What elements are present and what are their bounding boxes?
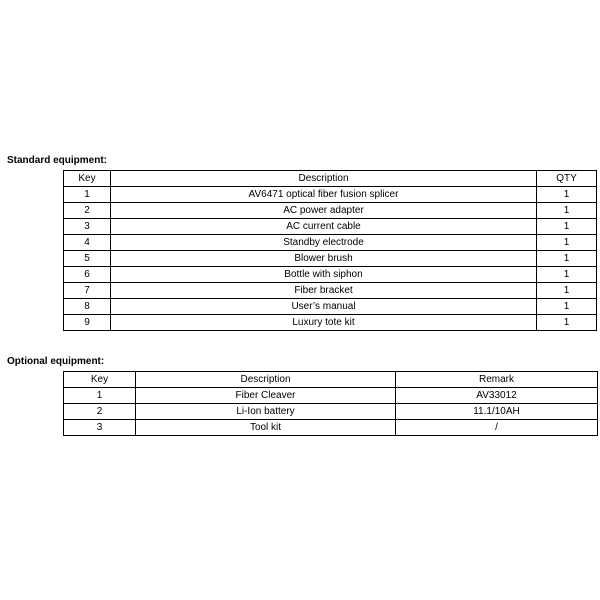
key-cell: 7 [64, 283, 111, 299]
key-cell: 3 [64, 420, 136, 436]
table-row [64, 267, 597, 283]
key-cell: 9 [64, 315, 111, 331]
description-cell: AC current cable [111, 219, 537, 235]
table-row [64, 315, 597, 331]
key-column-header: Key [64, 372, 136, 388]
qty-cell: 1 [537, 251, 597, 267]
description-cell: AV6471 optical fiber fusion splicer [111, 187, 537, 203]
key-cell: 2 [64, 203, 111, 219]
key-cell: 5 [64, 251, 111, 267]
table-row [64, 404, 598, 420]
qty-cell: 1 [537, 299, 597, 315]
table-row [64, 283, 597, 299]
remark-cell: 11.1/10AH [396, 404, 598, 420]
optional-equipment-table [63, 371, 598, 436]
description-cell: Tool kit [136, 420, 396, 436]
key-cell: 6 [64, 267, 111, 283]
optional-equipment-title: Optional equipment: [7, 356, 105, 367]
key-cell: 1 [64, 388, 136, 404]
description-cell: Li-Ion battery [136, 404, 396, 420]
table-row [64, 299, 597, 315]
description-cell: Standby electrode [111, 235, 537, 251]
key-cell: 4 [64, 235, 111, 251]
table-row [64, 219, 597, 235]
table-row [64, 388, 598, 404]
qty-cell: 1 [537, 315, 597, 331]
table-row [64, 187, 597, 203]
table-row [64, 235, 597, 251]
key-cell: 2 [64, 404, 136, 420]
table-row [64, 203, 597, 219]
qty-cell: 1 [537, 283, 597, 299]
qty-cell: 1 [537, 187, 597, 203]
description-cell: Fiber bracket [111, 283, 537, 299]
standard-equipment-title: Standard equipment: [7, 155, 108, 166]
table-header-row [64, 171, 597, 187]
qty-cell: 1 [537, 235, 597, 251]
qty-cell: 1 [537, 203, 597, 219]
description-cell: Bottle with siphon [111, 267, 537, 283]
table-row [64, 251, 597, 267]
key-column-header: Key [64, 171, 111, 187]
description-cell: Blower brush [111, 251, 537, 267]
description-cell: AC power adapter [111, 203, 537, 219]
key-cell: 8 [64, 299, 111, 315]
qty-column-header: QTY [537, 171, 597, 187]
remark-column-header: Remark [396, 372, 598, 388]
qty-cell: 1 [537, 219, 597, 235]
table-row [64, 420, 598, 436]
description-cell: User’s manual [111, 299, 537, 315]
qty-cell: 1 [537, 267, 597, 283]
key-cell: 3 [64, 219, 111, 235]
remark-cell: AV33012 [396, 388, 598, 404]
description-cell: Fiber Cleaver [136, 388, 396, 404]
description-column-header: Description [111, 171, 537, 187]
description-column-header: Description [136, 372, 396, 388]
table-header-row [64, 372, 598, 388]
standard-equipment-table [63, 170, 597, 331]
description-cell: Luxury tote kit [111, 315, 537, 331]
key-cell: 1 [64, 187, 111, 203]
remark-cell: / [396, 420, 598, 436]
